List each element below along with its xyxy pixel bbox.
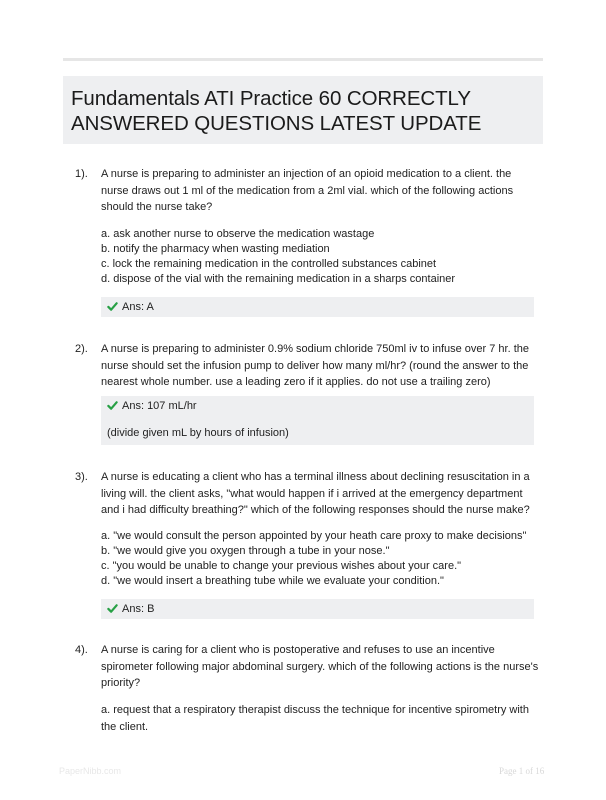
option-c: c. "you would be unable to change your previous wishes about your care."	[101, 560, 462, 572]
check-icon	[107, 301, 118, 312]
question-number: 4).	[75, 644, 88, 656]
question-number: 3).	[75, 471, 88, 483]
question-number: 1).	[75, 168, 88, 180]
page-number: Page 1 of 16	[499, 766, 545, 776]
option-d: d. "we would insert a breathing tube while we evaluate your condition."	[101, 575, 444, 587]
check-icon	[107, 603, 118, 614]
answer-text: Ans: B	[122, 603, 155, 615]
title-banner	[63, 76, 543, 144]
top-divider	[63, 58, 543, 61]
answer-box	[101, 396, 534, 445]
option-b: b. notify the pharmacy when wasting mediation	[101, 243, 330, 255]
option-a: a. request that a respiratory therapist discuss the technique for incentive spirometry with the client.	[101, 704, 529, 733]
option-c: c. lock the remaining medication in the controlled substances cabinet	[101, 258, 437, 270]
document-title: Fundamentals ATI Practice 60 CORRECTLY ANSWERED QUESTIONS LATEST UPDATE	[71, 87, 482, 135]
answer-explanation: (divide given mL by hours of infusion)	[107, 427, 289, 439]
answer-text: Ans: A	[122, 301, 154, 313]
question-text: A nurse is preparing to administer an injection of an opioid medication to a client. the nurse draws out 1 ml of the medication from a 2ml vial. which of the following actions should the nurse take?	[101, 168, 514, 213]
question-text: A nurse is educating a client who has a terminal illness about declining resuscitation in a living will. the client asks, "what would happen if i arrived at the emergency department and i had difficulty breathing?" which of the following responses should the nurse make?	[101, 471, 530, 516]
option-a: a. ask another nurse to observe the medication wastage	[101, 228, 375, 240]
answer-box	[101, 297, 534, 317]
question-text: A nurse is caring for a client who is postoperative and refuses to use an incentive spirometer following major abdominal surgery. which of the following actions is the nurse's priority?	[101, 644, 539, 689]
option-a: a. "we would consult the person appointed by your heath care proxy to make decisions"	[101, 530, 527, 542]
options-list	[101, 529, 541, 589]
option-d: d. dispose of the vial with the remaining medication in a sharps container	[101, 273, 456, 285]
question-text: A nurse is preparing to administer 0.9% sodium chloride 750ml iv to infuse over 7 hr. the nurse should set the infusion pump to deliver how many ml/hr? (round the answer to the nearest whole number. use a leading zero if it applies. do not use a trailing zero)	[101, 343, 530, 388]
check-icon	[107, 400, 118, 411]
question-number: 2).	[75, 343, 88, 355]
footer-watermark: PaperNibb.com	[59, 766, 122, 776]
options-list	[101, 227, 541, 287]
answer-box	[101, 599, 534, 619]
answer-text: Ans: 107 mL/hr	[122, 400, 197, 412]
option-b: b. "we would give you oxygen through a tube in your nose."	[101, 545, 390, 557]
